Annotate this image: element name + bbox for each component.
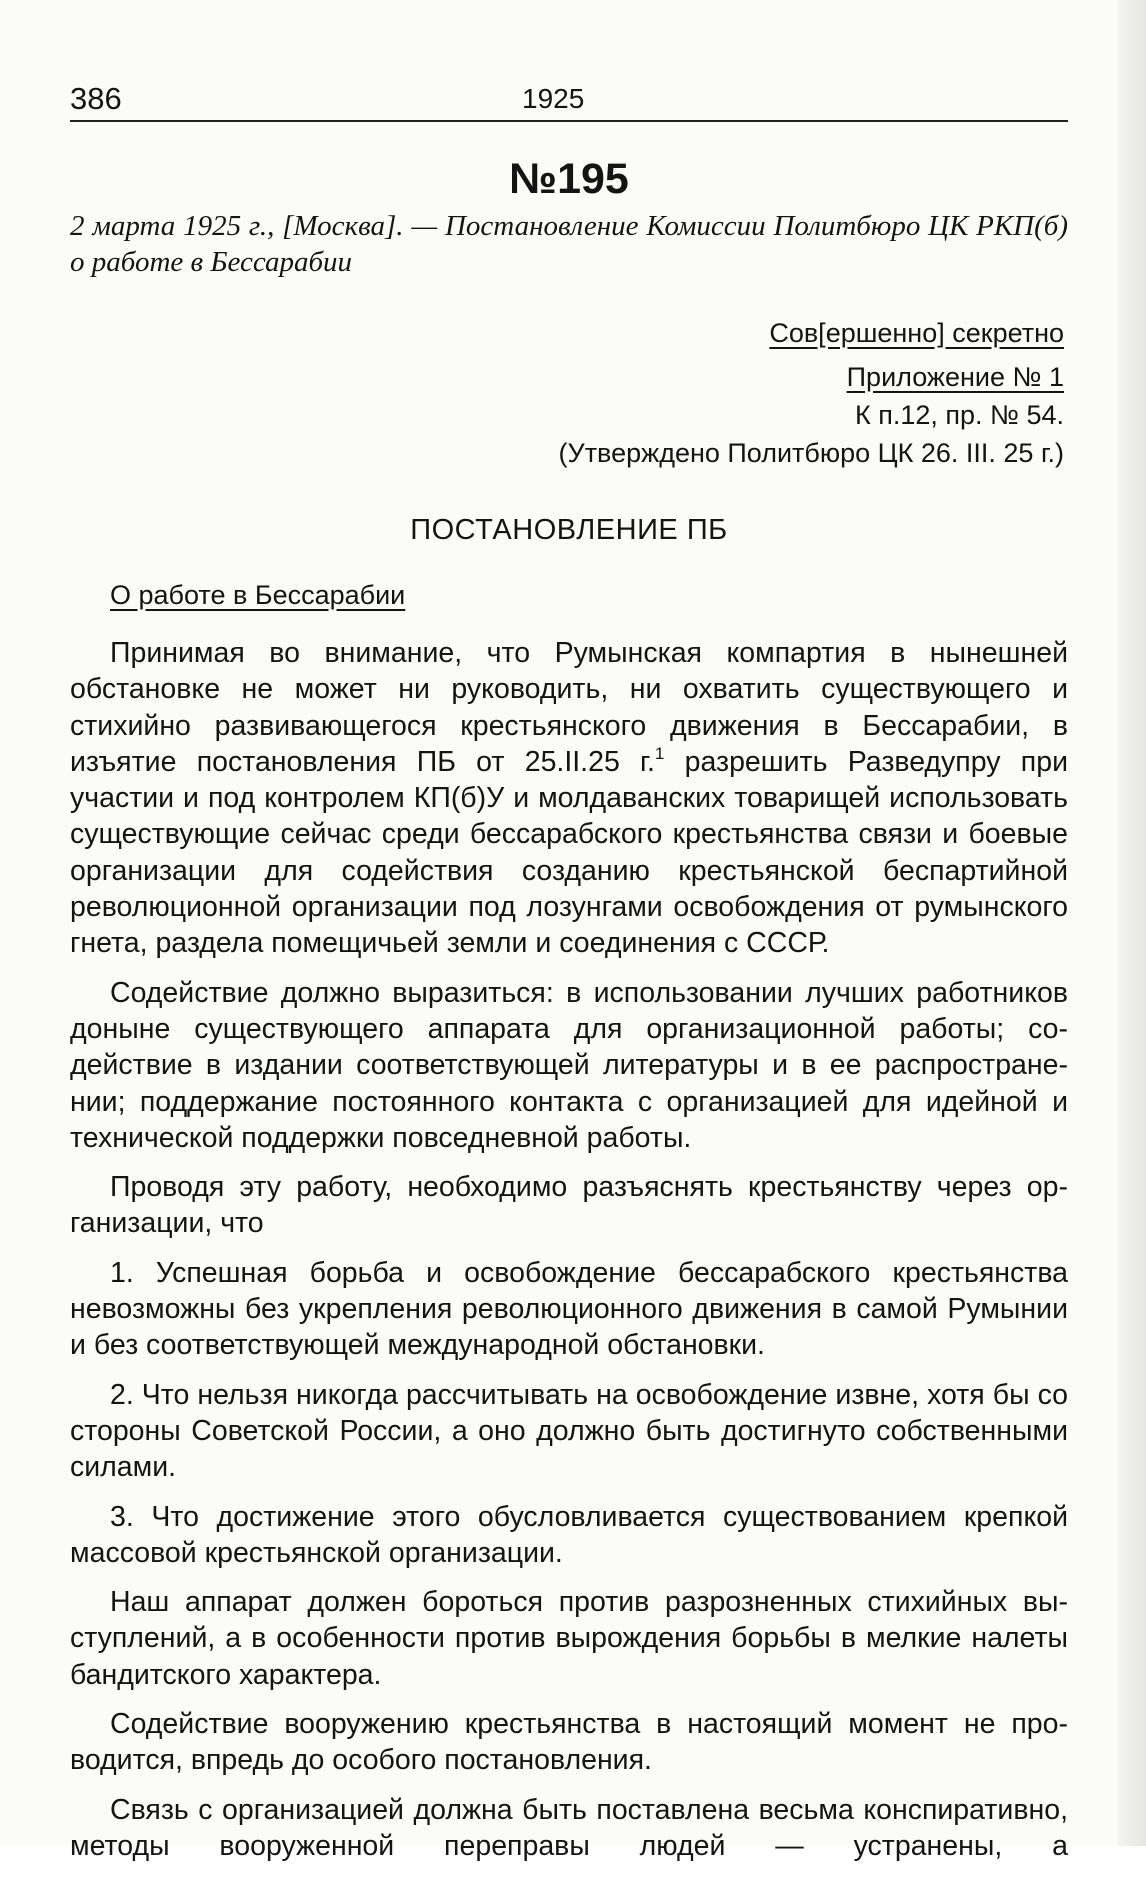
appendix-label: Приложение № 1 xyxy=(846,362,1064,392)
paragraph-3: Проводя эту работу, необходимо разъяснять крестьянству через организации, что xyxy=(70,1171,1068,1240)
page-number: 386 xyxy=(70,81,122,116)
running-year: 1925 xyxy=(522,83,585,114)
running-header xyxy=(70,80,1068,122)
protocol-reference: К п.12, пр. № 54. xyxy=(854,400,1064,430)
paragraph-9: Связь с организацией должна быть поставлена весьма конспиративно, методы вооруженной переправы людей — устранены, а xyxy=(70,1793,1068,1862)
paragraph-2: Содействие должно выразиться: в использовании лучших работников доныне существующего аппарата для организационной работы; содействие в издании соответствующей литературы и в ее распространении; поддержание постоянного контакта с организацией для идейной и технической поддержки повседневной работы. xyxy=(70,976,1068,1154)
classification-stamp: Сов[ершенно] секретно xyxy=(769,318,1064,348)
document-heading: 2 марта 1925 г., [Москва]. — Постановление Комиссии Политбюро ЦК РКП(б) о работе в Бессарабии xyxy=(70,210,1068,278)
decree-body xyxy=(70,635,1068,1877)
paragraph-1-text-b: разрешить Разведупру при участии и под контролем КП(б)У и молдаванских товарищей использовать существующие сейчас среди бессарабского крестьянства связи и боевые организации для содействия созданию крестьянской беспартийной революционной организации под лозунгами освобождения от румынского гнета, раздела помещичьей земли и соединения с СССР. xyxy=(70,745,1068,960)
approval-note: (Утверждено Политбюро ЦК 26. III. 25 г.) xyxy=(558,438,1064,468)
paragraph-4: 1. Успешная борьба и освобождение бессарабского крестьянства невозможны без укрепления революционного движения в самой Румынии и без соответствующей международной обстановки. xyxy=(70,1256,1068,1362)
decree-subject: О работе в Бессарабии xyxy=(110,580,406,610)
paragraph-6: 3. Что достижение этого обусловливается существованием крепкой массовой крестьянской организации. xyxy=(70,1500,1068,1569)
document-number: №195 xyxy=(509,155,629,203)
paragraph-1 xyxy=(70,635,1068,962)
paragraph-5: 2. Что нельзя никогда рассчитывать на освобождение извне, хотя бы со стороны Советской России, а оно должно быть достигнуто собственными силами. xyxy=(70,1378,1068,1484)
page-edge-shadow xyxy=(1118,0,1146,1846)
paragraph-8: Содействие вооружению крестьянства в настоящий момент не проводится, впредь до особого постановления. xyxy=(70,1708,1068,1777)
paragraph-1-text-a: Принимая во внимание, что Румынская компартия в нынешней обстановке не может ни руководить, ни охватить существующего и стихийно развивающегося крестьянского движения в Бессарабии, в изъятие постановления ПБ от 25.II.25 г. xyxy=(70,637,1068,778)
footnote-mark: 1 xyxy=(654,743,665,763)
decree-title: ПОСТАНОВЛЕНИЕ ПБ xyxy=(410,514,728,546)
paragraph-7: Наш аппарат должен бороться против разрозненных стихийных выступлений, а в особенности против вырождения борьбы в мелкие налеты бандитского характера. xyxy=(70,1586,1068,1691)
